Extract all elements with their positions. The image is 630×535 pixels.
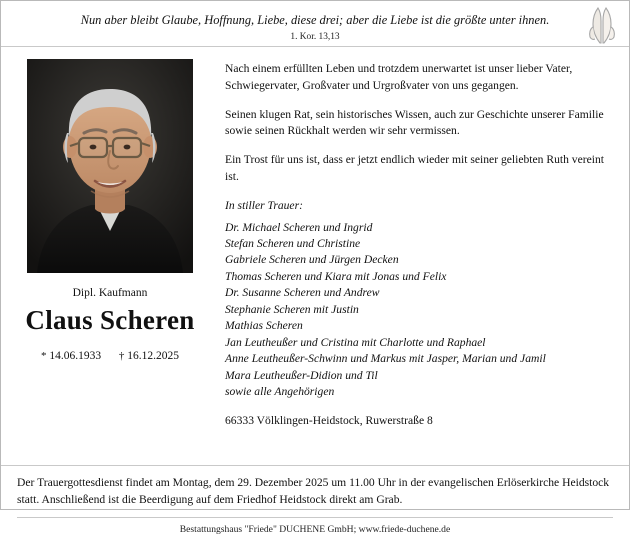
verse-band	[1, 1, 629, 47]
list-item: sowie alle Angehörigen	[225, 385, 335, 399]
portrait-column	[1, 47, 219, 465]
list-item: Anne Leutheußer-Schwinn und Markus mit Jasper, Marian und Jamil	[225, 352, 546, 366]
bible-verse: Nun aber bleibt Glaube, Hoffnung, Liebe, diese drei; aber die Liebe ist die größte unter ihnen.	[80, 13, 550, 27]
address: 66333 Völklingen-Heidstock, Ruwerstraße 8	[225, 413, 433, 427]
list-item: Jan Leutheußer und Cristina mit Charlotte und Raphael	[225, 335, 486, 349]
death-symbol: †	[118, 350, 125, 362]
footer	[1, 465, 629, 535]
list-item: Stephanie Scheren mit Justin	[225, 302, 359, 316]
paragraph-2: Seinen klugen Rat, sein historisches Wissen, auch zur Geschichte unserer Familie sowie seinen Rückhalt werden wir sehr vermissen.	[225, 107, 604, 138]
list-item: Dr. Michael Scheren und Ingrid	[225, 220, 373, 234]
birth-date: 14.06.1933	[49, 350, 102, 362]
paragraph-1: Nach einem erfüllten Leben und trotzdem unerwartet ist unser lieber Vater, Schwiegervater, Großvater und Urgroßvater von uns gegangen.	[225, 62, 573, 92]
job-title: Dipl. Kaufmann	[72, 287, 148, 299]
deceased-name: Claus Scheren	[25, 305, 195, 335]
text-column	[219, 47, 629, 465]
birth-symbol: *	[41, 350, 47, 362]
list-item: Mathias Scheren	[225, 319, 303, 333]
mourners-label: In stiller Trauer:	[225, 198, 303, 212]
list-item: Mara Leutheußer-Didion und Til	[225, 368, 378, 382]
list-item: Dr. Susanne Scheren und Andrew	[225, 286, 380, 300]
main-content	[1, 47, 629, 465]
death-date: 16.12.2025	[127, 350, 179, 362]
portrait-photo	[27, 59, 193, 273]
funeral-home-credit: Bestattungshaus "Friede" DUCHENE GmbH; www.friede-duchene.de	[17, 517, 613, 535]
funeral-service-details: Der Trauergottesdienst findet am Montag, dem 29. Dezember 2025 um 11.00 Uhr in der evangelischen Erlöserkirche Heidstock statt. Anschließend ist die Beerdigung auf dem Friedhof Heidstock direkt am Grab.	[17, 476, 610, 506]
list-item: Thomas Scheren und Kiara mit Jonas und Felix	[225, 269, 447, 283]
paragraph-3: Ein Trost für uns ist, dass er jetzt endlich wieder mit seiner geliebten Ruth vereint ist.	[225, 153, 604, 183]
bible-verse-reference: 1. Kor. 13,13	[290, 31, 340, 42]
mourners-list	[225, 220, 615, 401]
life-dates	[11, 350, 209, 362]
list-item: Gabriele Scheren und Jürgen Decken	[225, 253, 399, 267]
praying-hands-icon	[585, 5, 619, 45]
list-item: Stefan Scheren und Christine	[225, 237, 361, 251]
